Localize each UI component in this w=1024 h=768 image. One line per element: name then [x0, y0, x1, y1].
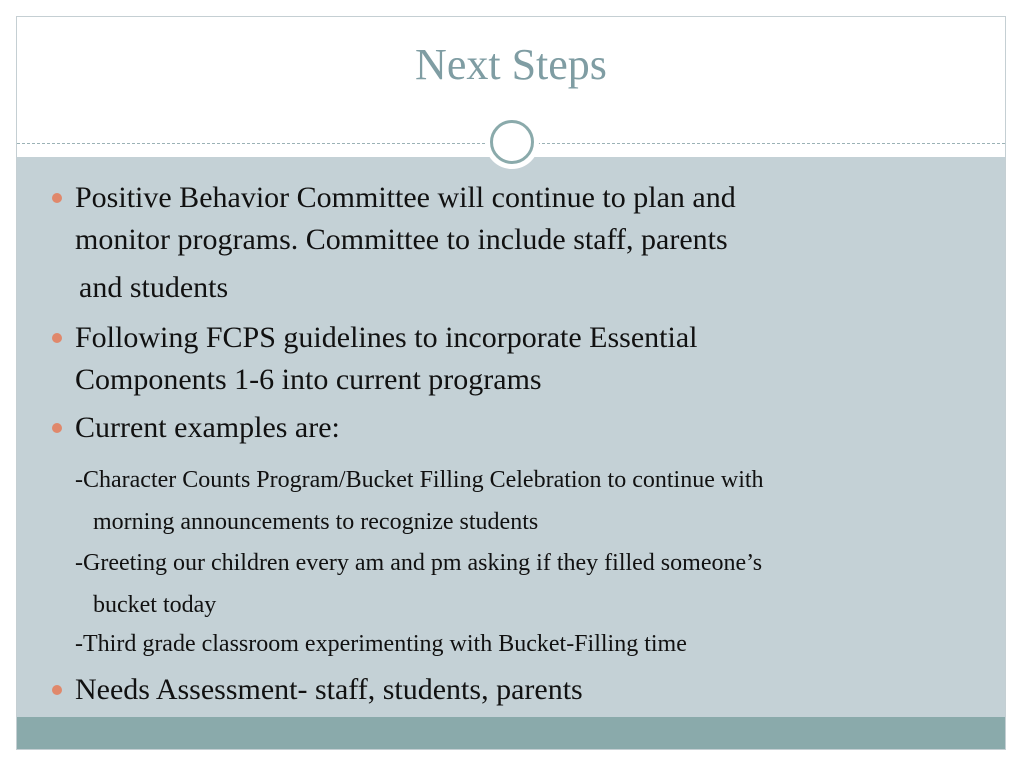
- bullet-line: Needs Assessment- staff, students, parents: [75, 673, 583, 706]
- sub-item-line: -Character Counts Program/Bucket Filling Celebration to continue with: [75, 467, 764, 493]
- sub-item-line: -Third grade classroom experimenting with Bucket-Filling time: [75, 631, 687, 657]
- bullet-item: [75, 317, 697, 401]
- bullet-continuation: and students: [79, 271, 229, 304]
- footer-band: [17, 717, 1005, 750]
- sub-item-line: -Greeting our children every am and pm asking if they filled someone’s: [75, 550, 763, 576]
- circle-ornament-icon: [485, 115, 539, 169]
- bullet-line: Current examples are:: [75, 411, 340, 444]
- bullet-line: monitor programs. Committee to include staff, parents: [75, 223, 728, 256]
- sub-item: [75, 542, 762, 626]
- sub-item: [75, 459, 764, 543]
- sub-item-line: morning announcements to recognize students: [93, 509, 539, 535]
- bullet-item: [75, 669, 583, 711]
- slide-title: Next Steps: [415, 40, 607, 89]
- bullet-dot-icon: [52, 333, 62, 343]
- bullet-item: [75, 177, 736, 261]
- bullet-line: Following FCPS guidelines to incorporate Essential: [75, 321, 698, 354]
- bullet-dot-icon: [52, 193, 62, 203]
- bullet-item: [75, 407, 340, 449]
- sub-item-line: bucket today: [93, 592, 217, 618]
- ring-icon: [490, 120, 534, 164]
- sub-item: [75, 623, 687, 665]
- bullet-line: Components 1-6 into current programs: [75, 363, 542, 396]
- slide: [16, 16, 1006, 750]
- bullet-dot-icon: [52, 685, 62, 695]
- bullet-dot-icon: [52, 423, 62, 433]
- bullet-line: Positive Behavior Committee will continue to plan and: [75, 181, 736, 214]
- content-area: [17, 157, 1005, 717]
